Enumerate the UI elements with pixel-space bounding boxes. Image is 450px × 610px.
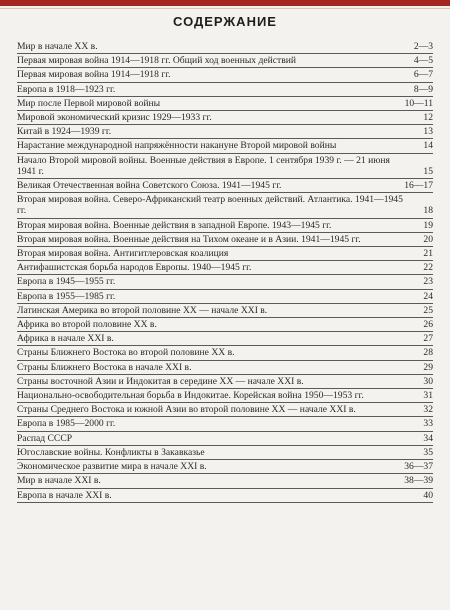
toc-entry-page: 25 [423, 304, 433, 316]
toc-entry [17, 54, 433, 68]
toc-entry-title: Страны Ближнего Востока в начале XXI в. [17, 361, 192, 373]
toc-entry-page: 35 [423, 446, 433, 458]
toc-entry-title: Страны Среднего Востока и южной Азии во второй половине XX — начале XXI в. [17, 404, 356, 416]
toc-entry-page: 31 [423, 390, 433, 402]
toc-entry-page: 36—37 [404, 461, 433, 473]
toc-entry [17, 111, 433, 125]
toc-entry-title: Вторая мировая война. Антигитлеровская коалиция [17, 248, 229, 260]
toc-entry-page: 8—9 [413, 83, 433, 95]
toc-entry-page: 28 [423, 347, 433, 359]
toc-entry-title: Югославские войны. Конфликты в Закавказье [17, 446, 205, 458]
toc-entry-title: Мировой экономический кризис 1929—1933 гг. [17, 112, 212, 124]
toc-entry [17, 389, 433, 403]
toc-entry-page: 34 [423, 432, 433, 444]
toc-entry [17, 261, 433, 275]
toc-entry [17, 417, 433, 431]
toc-entry-title: Европа в 1955—1985 гг. [17, 290, 116, 302]
toc-entry-page: 15 [423, 165, 433, 177]
toc-entry-title: Мир после Первой мировой войны [17, 97, 161, 109]
toc-entry-page: 10—11 [404, 97, 433, 109]
toc-entry [17, 446, 433, 460]
toc-entry-title: Латинская Америка во второй половине XX — начале XXI в. [17, 304, 268, 316]
toc-entry [17, 83, 433, 97]
toc-entry-title: Европа в начале XXI в. [17, 489, 112, 501]
toc-entry-title: Мир в начале XX в. [17, 41, 98, 52]
toc-entry-title: Африка в начале XXI в. [17, 333, 114, 345]
toc-entry-title: Экономическое развитие мира в начале XXI в. [17, 461, 207, 473]
toc-entry-page: 21 [423, 248, 433, 260]
toc-entry [17, 68, 433, 82]
toc-entry-title: Европа в 1918—1923 гг. [17, 83, 116, 95]
toc-entry-title: Мир в начале XXI в. [17, 475, 101, 487]
toc-entry [17, 318, 433, 332]
toc-entry [17, 375, 433, 389]
toc-entry-title: Начало Второй мировой войны. Военные действия в Европе. 1 сентября 1939 г. — 21 июня 1941 г. [17, 154, 390, 177]
toc-entry-page: 20 [423, 233, 433, 245]
toc-entry [17, 125, 433, 139]
toc-entry [17, 193, 433, 218]
toc-entry-title: Китай в 1924—1939 гг. [17, 126, 112, 138]
toc-entry-page: 23 [423, 276, 433, 288]
page-title: СОДЕРЖАНИЕ [173, 14, 277, 29]
toc-entry-title: Вторая мировая война. Военные действия на Тихом океане и в Азии. 1941—1945 гг. [17, 233, 361, 245]
toc-entry-page: 29 [423, 361, 433, 373]
toc-entry-page: 30 [423, 375, 433, 387]
toc-entry [17, 346, 433, 360]
toc-entry-page: 12 [423, 112, 433, 124]
toc-entry [17, 332, 433, 346]
toc-entry-page: 14 [423, 140, 433, 152]
toc-entry-page: 6—7 [413, 69, 433, 81]
toc-entry-title: Страны Ближнего Востока во второй половине XX в. [17, 347, 235, 359]
toc-entry-page: 2—3 [413, 41, 433, 52]
toc-entry [17, 154, 433, 179]
toc-entry [17, 179, 433, 193]
toc-entry-title: Вторая мировая война. Военные действия в западной Европе. 1943—1945 гг. [17, 219, 332, 231]
toc-entry-title: Африка во второй половине XX в. [17, 319, 157, 331]
toc-entry-page: 32 [423, 404, 433, 416]
toc-entry [17, 40, 433, 54]
toc-entry-title: Антифашистская борьба народов Европы. 1940—1945 гг. [17, 262, 252, 274]
toc-entry-page: 18 [423, 205, 433, 217]
toc-entry [17, 489, 433, 503]
toc-entry [17, 460, 433, 474]
toc-entry-page: 19 [423, 219, 433, 231]
top-rule [0, 8, 450, 9]
toc-entry-title: Нарастание международной напряжённости накануне Второй мировой войны [17, 140, 337, 152]
toc-entry-page: 26 [423, 319, 433, 331]
toc-entry [17, 139, 433, 153]
toc-entry [17, 403, 433, 417]
toc-entry-title: Распад СССР [17, 432, 73, 444]
toc-entry-page: 38—39 [404, 475, 433, 487]
toc-entry-title: Первая мировая война 1914—1918 гг. Общий ход военных действий [17, 55, 297, 67]
toc-entry [17, 219, 433, 233]
toc-entry [17, 361, 433, 375]
toc-entry-page: 24 [423, 290, 433, 302]
toc-entry [17, 304, 433, 318]
toc-entry [17, 474, 433, 488]
toc-entry-title: Великая Отечественная война Советского Союза. 1941—1945 гг. [17, 180, 282, 192]
toc-entry-page: 22 [423, 262, 433, 274]
toc-entry [17, 290, 433, 304]
toc-entry-title: Европа в 1985—2000 гг. [17, 418, 116, 430]
toc-entry [17, 275, 433, 289]
toc-entry-page: 27 [423, 333, 433, 345]
toc-entry [17, 247, 433, 261]
toc-entry-title: Европа в 1945—1955 гг. [17, 276, 116, 288]
toc-entry-page: 16—17 [404, 180, 433, 192]
toc-entry-page: 13 [423, 126, 433, 138]
toc-entry-page: 4—5 [413, 55, 433, 67]
toc-entry-title: Страны восточной Азии и Индокитая в середине XX — начале XXI в. [17, 375, 304, 387]
top-color-bar [0, 0, 450, 6]
toc-entry-page: 40 [423, 489, 433, 501]
toc-entry-title: Национально-освободительная борьба в Индокитае. Корейская война 1950—1953 гг. [17, 390, 364, 402]
toc-entry [17, 233, 433, 247]
toc-entry-title: Первая мировая война 1914—1918 гг. [17, 69, 171, 81]
toc-entry-page: 33 [423, 418, 433, 430]
toc-entry-title: Вторая мировая война. Северо-Африканский театр военных действий. Атлантика. 1941—1945 гг. [17, 194, 403, 217]
toc-entry [17, 97, 433, 111]
toc-entry [17, 432, 433, 446]
table-of-contents [17, 40, 433, 503]
